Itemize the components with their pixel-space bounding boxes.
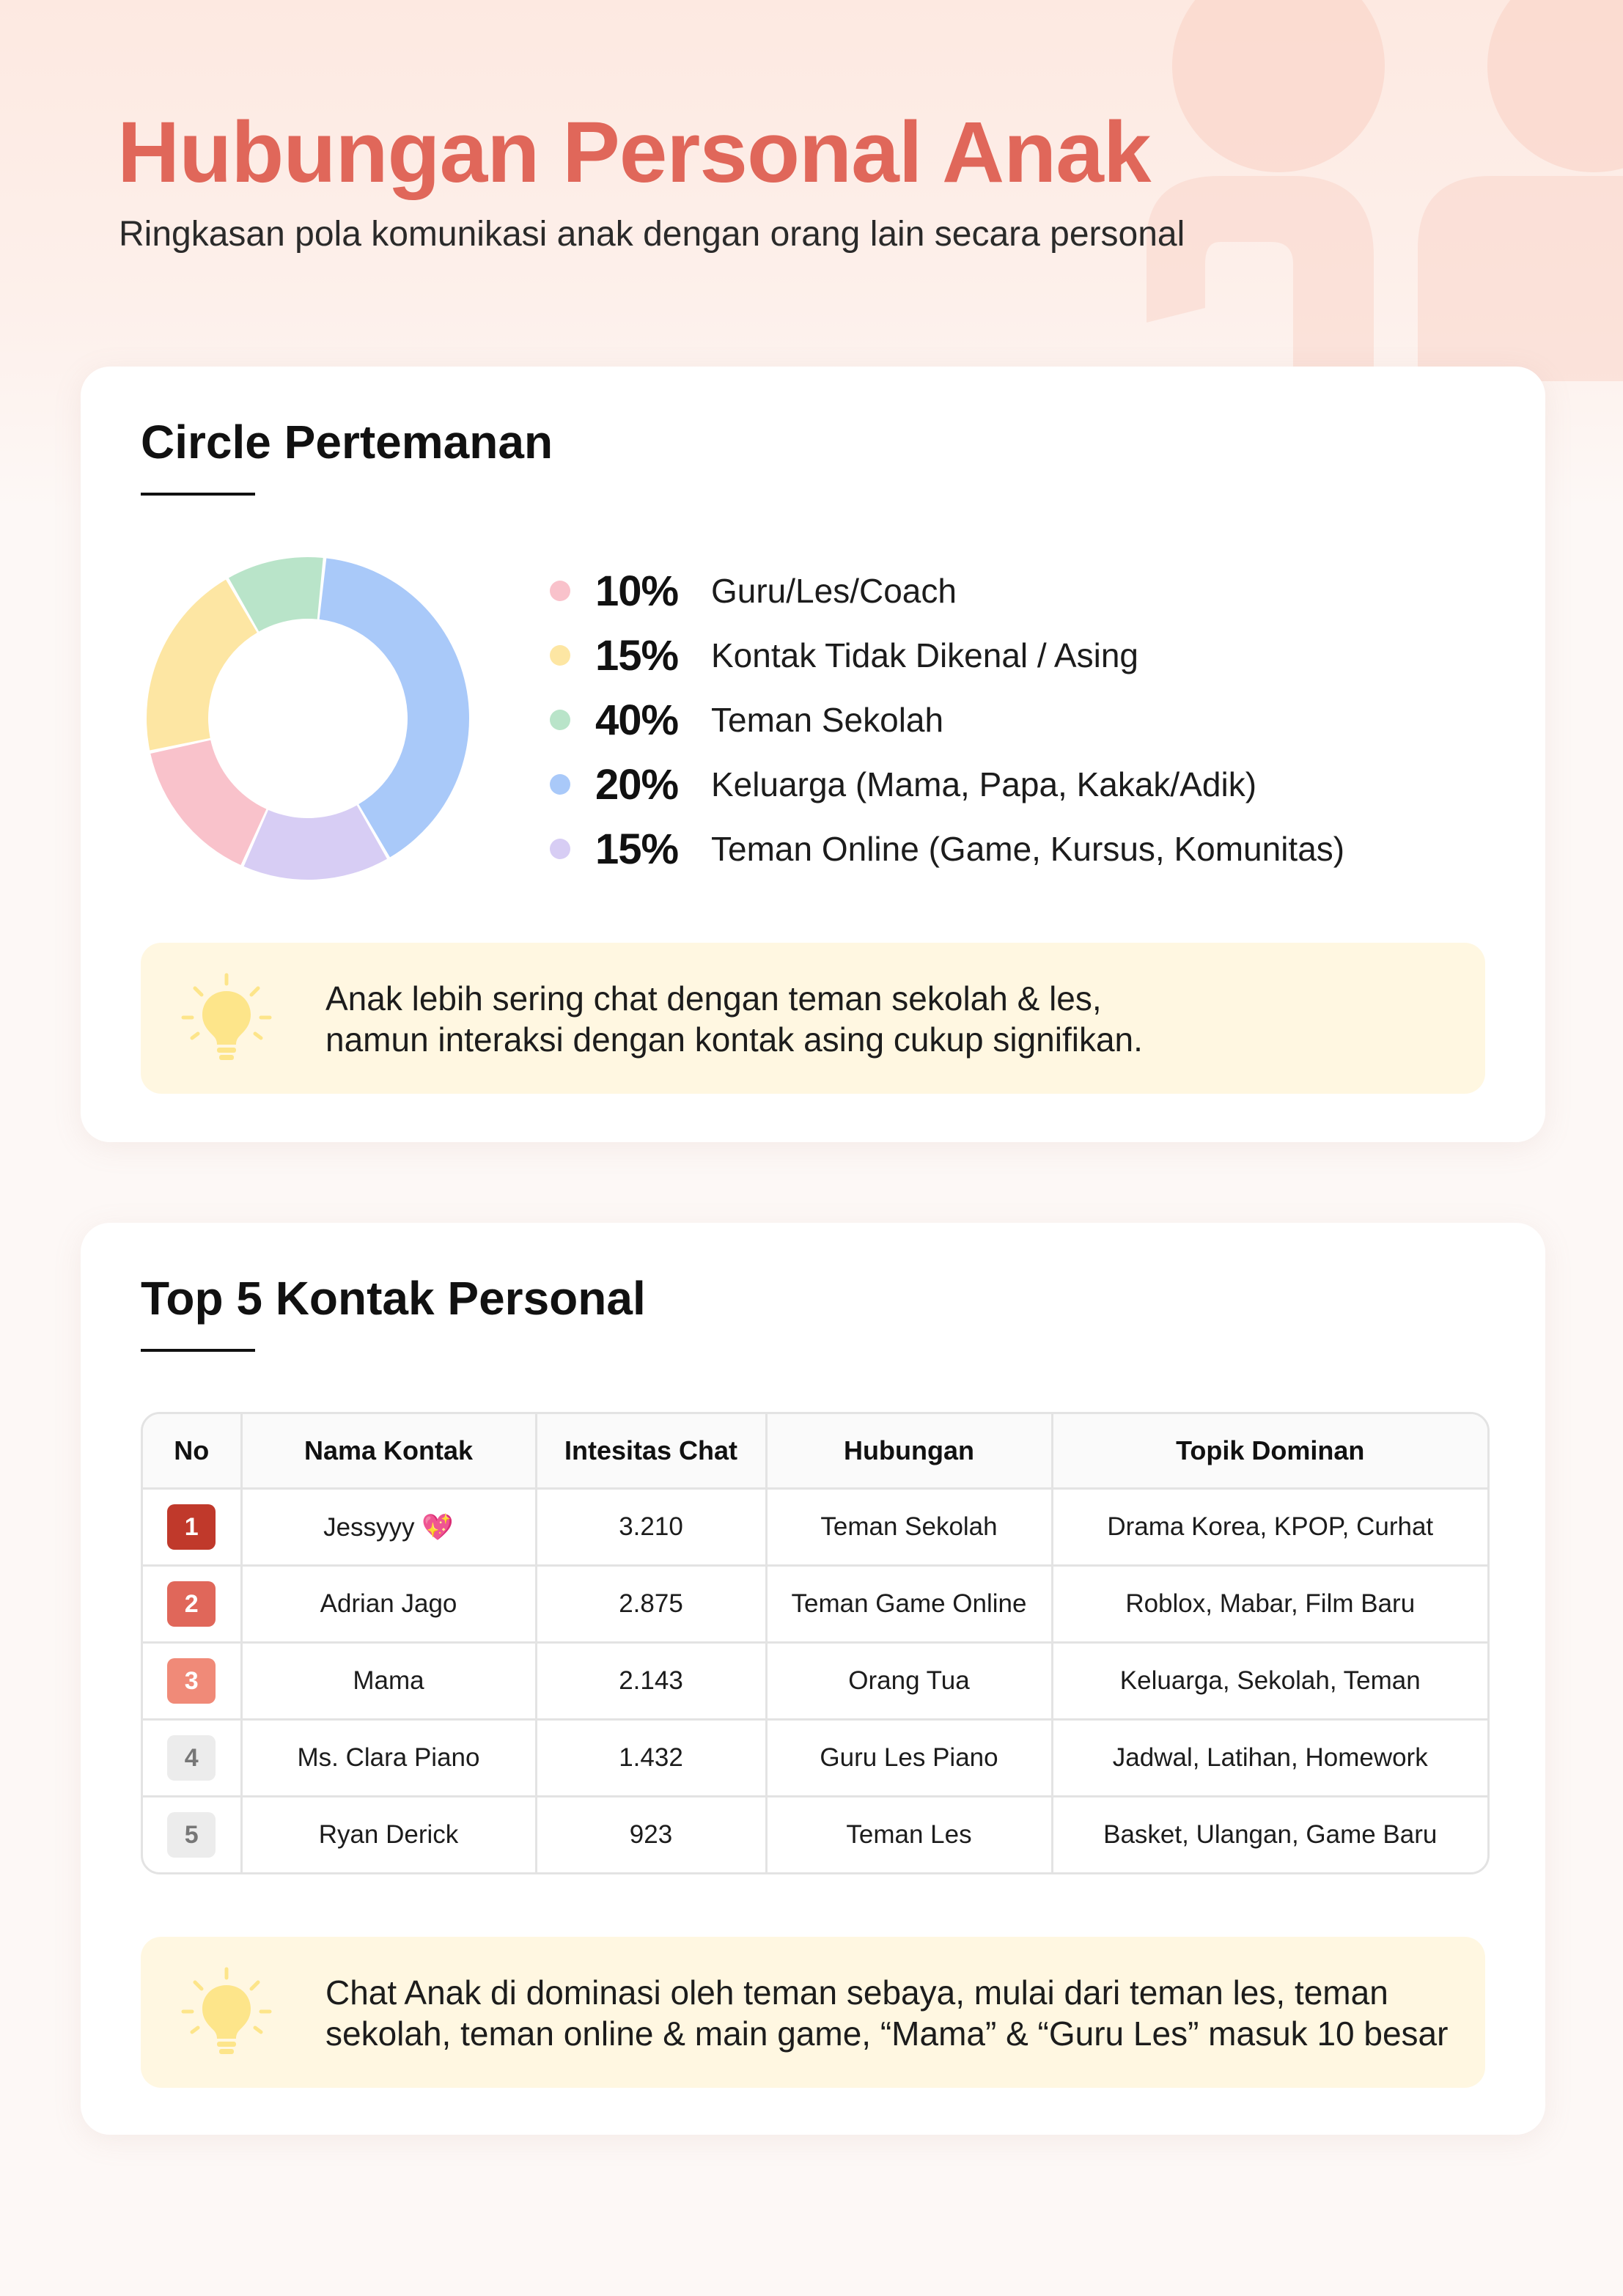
legend-dot <box>550 581 570 601</box>
donut-slice <box>150 740 266 865</box>
chat-intensity: 3.210 <box>536 1489 766 1566</box>
column-header-intensity: Intesitas Chat <box>536 1414 766 1489</box>
rank-badge: 4 <box>167 1735 216 1781</box>
column-header-relation: Hubungan <box>766 1414 1052 1489</box>
column-header-no: No <box>143 1414 241 1489</box>
insight-box <box>141 943 1485 1094</box>
legend-label: Guru/Les/Coach <box>711 572 957 610</box>
legend-item <box>550 752 1344 817</box>
contact-name: Ryan Derick <box>241 1797 536 1873</box>
table-row[interactable] <box>143 1797 1487 1873</box>
rank-cell <box>143 1489 241 1566</box>
legend-percentage: 10% <box>595 567 679 615</box>
dominant-topics: Basket, Ulangan, Game Baru <box>1052 1797 1487 1873</box>
lightbulb-icon <box>179 971 274 1066</box>
legend-item <box>550 688 1344 752</box>
rank-cell <box>143 1797 241 1873</box>
legend-item <box>550 623 1344 688</box>
column-header-topics: Topik Dominan <box>1052 1414 1487 1489</box>
rank-cell <box>143 1566 241 1643</box>
page-title: Hubungan Personal Anak <box>117 104 1151 201</box>
relation: Teman Les <box>766 1797 1052 1873</box>
legend-label: Kontak Tidak Dikenal / Asing <box>711 636 1138 674</box>
insight-line-2: namun interaksi dengan kontak asing cukup signifikan. <box>325 1020 1143 1059</box>
legend-label: Teman Sekolah <box>711 701 944 739</box>
donut-slice <box>244 805 387 880</box>
contacts-table <box>141 1412 1490 1874</box>
dominant-topics: Drama Korea, KPOP, Curhat <box>1052 1489 1487 1566</box>
legend-dot <box>550 839 570 859</box>
table-row[interactable] <box>143 1643 1487 1720</box>
chat-intensity: 2.875 <box>536 1566 766 1643</box>
legend-percentage: 20% <box>595 760 679 809</box>
contacts-card-title: Top 5 Kontak Personal <box>141 1272 646 1325</box>
chat-intensity: 1.432 <box>536 1720 766 1797</box>
insight-text <box>325 1972 1448 2054</box>
circle-card-title: Circle Pertemanan <box>141 416 553 468</box>
chat-intensity: 2.143 <box>536 1643 766 1720</box>
rank-badge: 3 <box>167 1658 216 1704</box>
rank-badge: 2 <box>167 1581 216 1627</box>
title-underline <box>141 1349 255 1352</box>
legend-dot <box>550 710 570 730</box>
circle-card <box>81 367 1545 1142</box>
insight-line-1: Chat Anak di dominasi oleh teman sebaya, mulai dari teman les, teman <box>325 1973 1388 2012</box>
dominant-topics: Roblox, Mabar, Film Baru <box>1052 1566 1487 1643</box>
insight-line-2: sekolah, teman online & main game, “Mama” & “Guru Les” masuk 10 besar <box>325 2014 1449 2053</box>
title-underline <box>141 493 255 496</box>
legend-label: Keluarga (Mama, Papa, Kakak/Adik) <box>711 765 1257 803</box>
page-subtitle: Ringkasan pola komunikasi anak dengan orang lain secara personal <box>119 215 1185 254</box>
donut-chart <box>139 550 476 887</box>
heart-emoji-icon: 💖 <box>422 1512 454 1542</box>
legend-dot <box>550 645 570 666</box>
insight-line-1: Anak lebih sering chat dengan teman sekolah & les, <box>325 979 1102 1018</box>
contacts-card <box>81 1223 1545 2135</box>
legend-item <box>550 817 1344 881</box>
chart-legend <box>550 559 1344 881</box>
relation: Guru Les Piano <box>766 1720 1052 1797</box>
relation: Orang Tua <box>766 1643 1052 1720</box>
rank-badge: 1 <box>167 1504 216 1550</box>
rank-cell <box>143 1643 241 1720</box>
table-row[interactable] <box>143 1566 1487 1643</box>
legend-label: Teman Online (Game, Kursus, Komunitas) <box>711 830 1345 868</box>
relation: Teman Game Online <box>766 1566 1052 1643</box>
lightbulb-icon <box>179 1965 274 2060</box>
contact-name: Ms. Clara Piano <box>241 1720 536 1797</box>
relation: Teman Sekolah <box>766 1489 1052 1566</box>
contact-name: Adrian Jago <box>241 1566 536 1643</box>
dominant-topics: Jadwal, Latihan, Homework <box>1052 1720 1487 1797</box>
legend-item <box>550 559 1344 623</box>
legend-percentage: 40% <box>595 696 679 744</box>
dominant-topics: Keluarga, Sekolah, Teman <box>1052 1643 1487 1720</box>
table-row[interactable] <box>143 1489 1487 1566</box>
legend-percentage: 15% <box>595 631 679 680</box>
rank-badge: 5 <box>167 1812 216 1858</box>
donut-slice <box>147 580 257 751</box>
legend-dot <box>550 774 570 795</box>
insight-box <box>141 1937 1485 2088</box>
table-header-row <box>143 1414 1487 1489</box>
legend-percentage: 15% <box>595 825 679 873</box>
column-header-name: Nama Kontak <box>241 1414 536 1489</box>
insight-text <box>325 978 1143 1060</box>
chat-intensity: 923 <box>536 1797 766 1873</box>
table-row[interactable] <box>143 1720 1487 1797</box>
contact-name: Mama <box>241 1643 536 1720</box>
rank-cell <box>143 1720 241 1797</box>
decorative-people-shape <box>1110 0 1623 381</box>
contact-name: Jessyyy 💖 <box>241 1489 536 1566</box>
